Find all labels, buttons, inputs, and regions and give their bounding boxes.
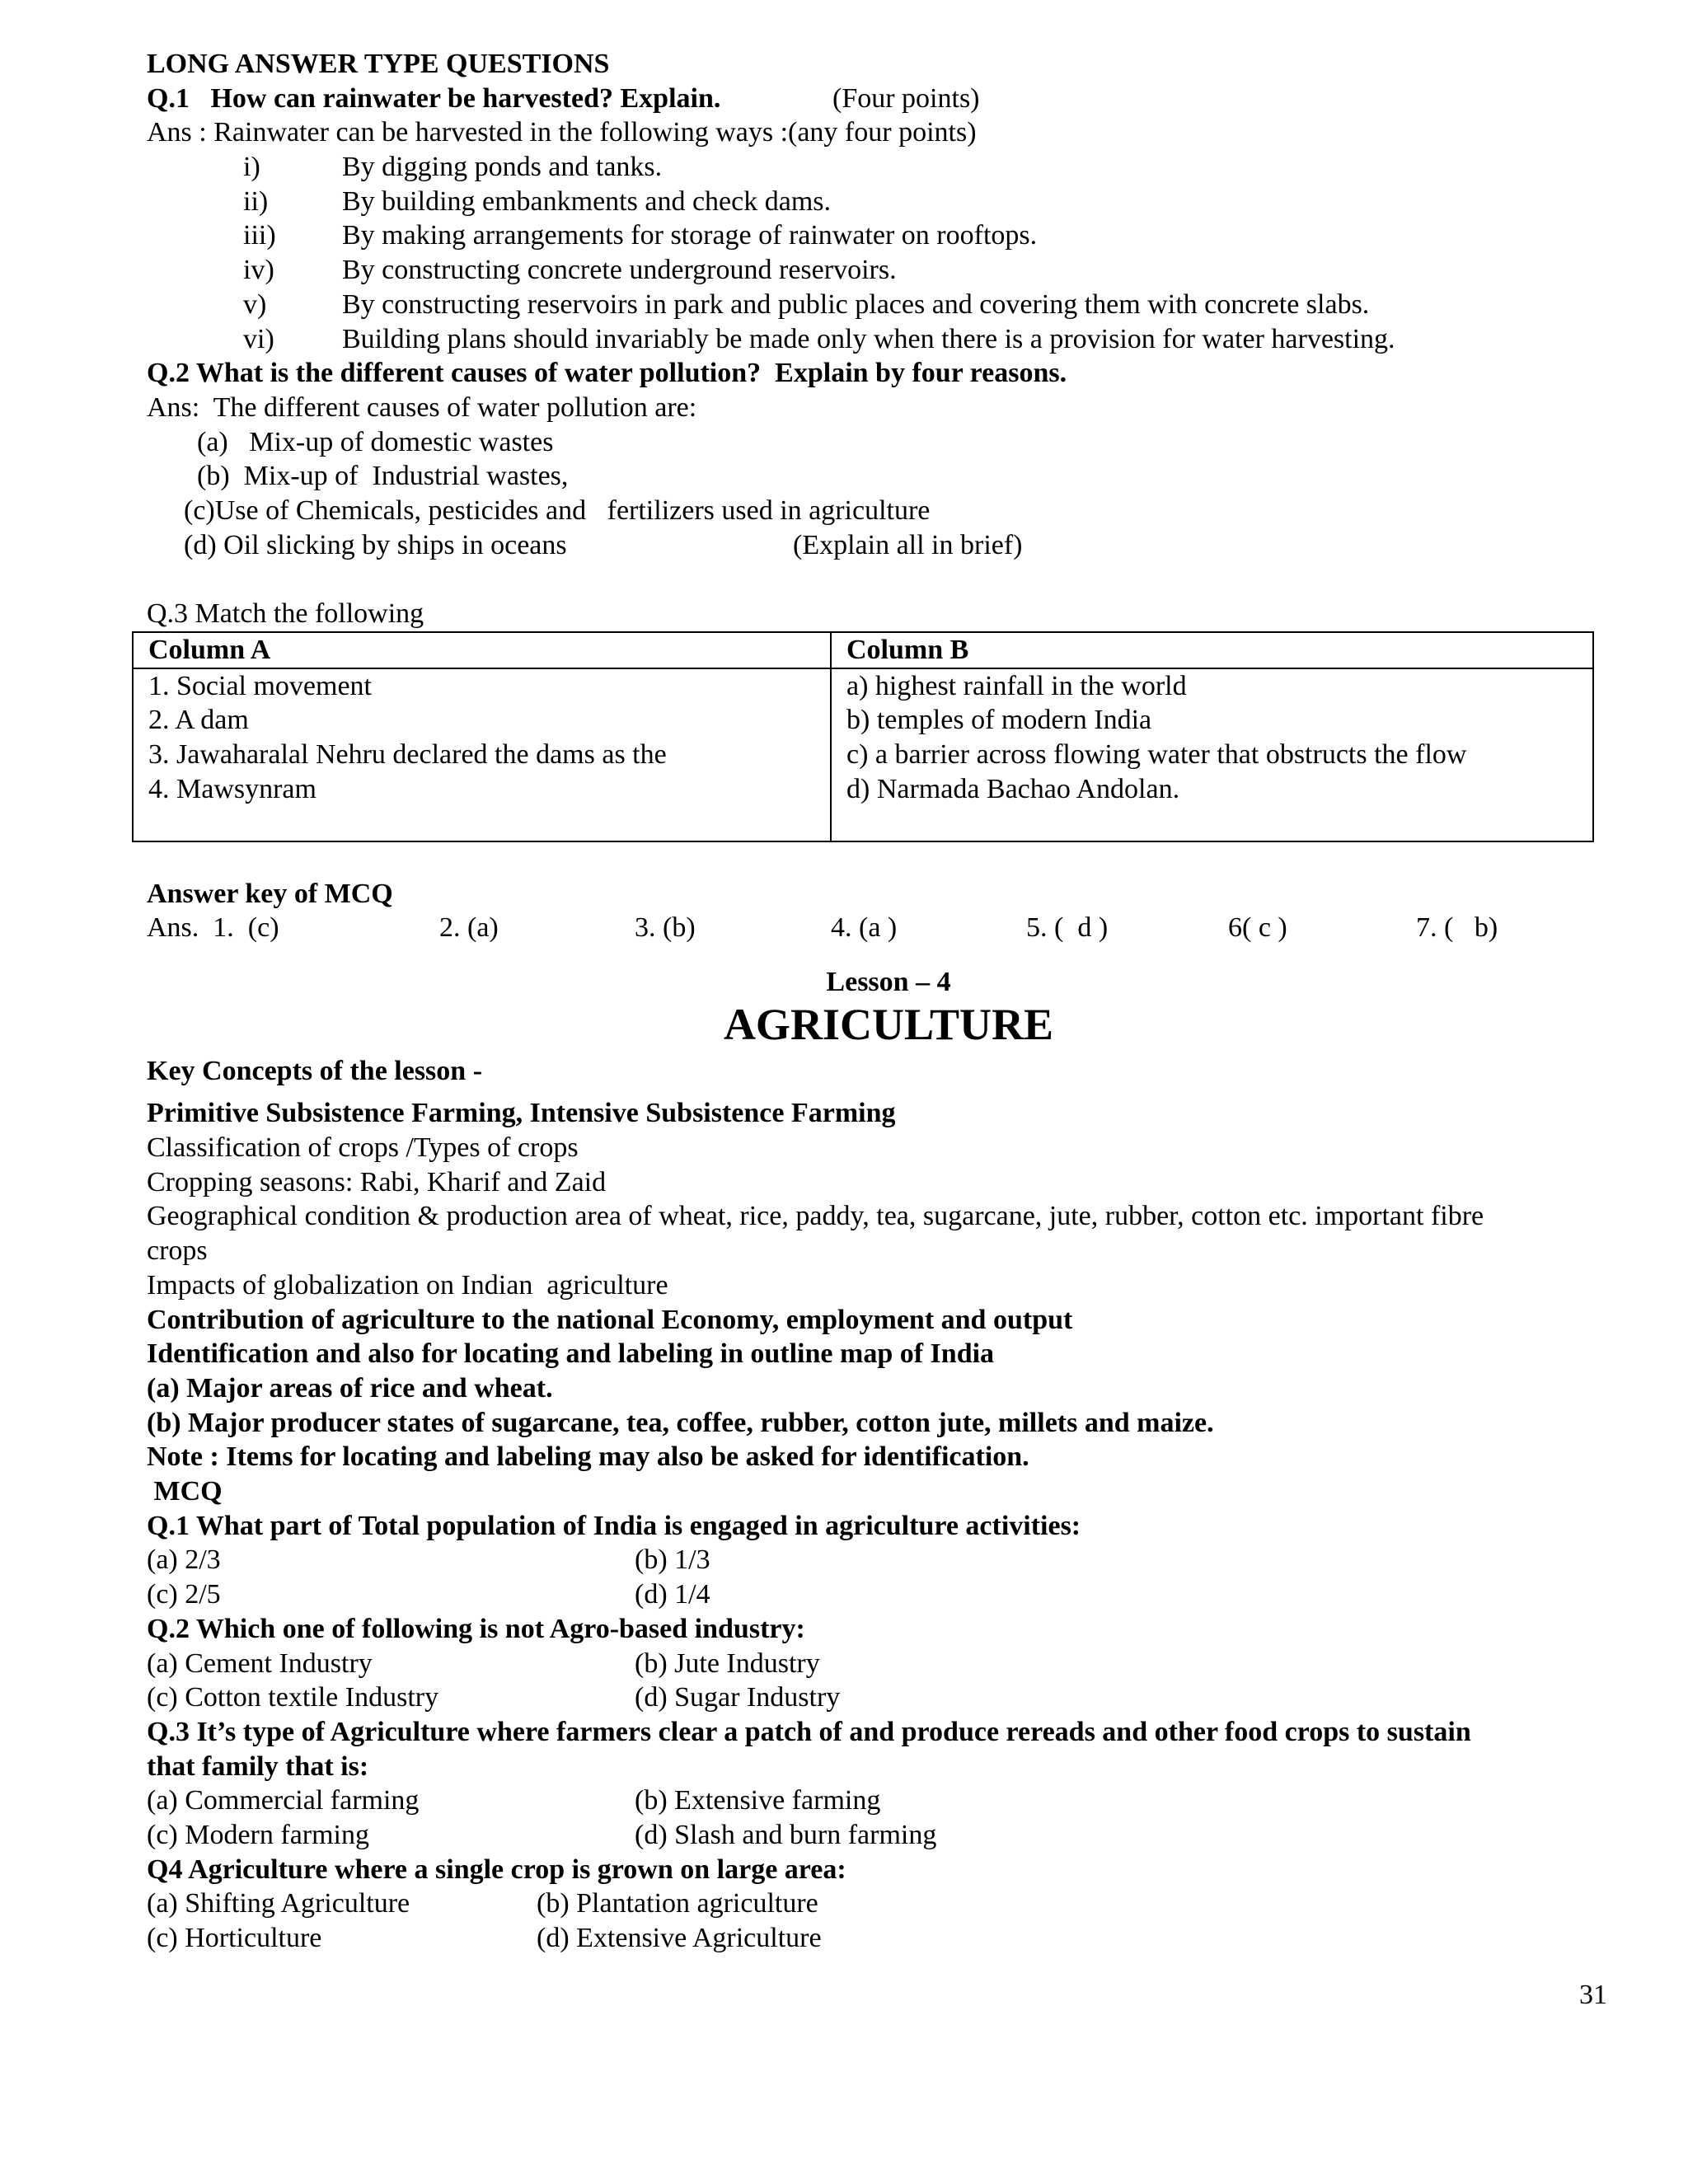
list-item — [147, 253, 1597, 288]
column-a-item: 3. Jawaharalal Nehru declared the dams as the — [148, 738, 667, 770]
answer-key-item: 3. (b) — [635, 912, 696, 944]
list-text: By building embankments and check dams. — [342, 185, 831, 217]
spacer — [147, 562, 1597, 597]
key-concept-line: Cropping seasons: Rabi, Kharif and Zaid — [147, 1166, 607, 1197]
mcq-option: (d) 1/4 — [635, 1579, 710, 1610]
key-concept-line: Primitive Subsistence Farming, Intensive Subsistence Farming — [147, 1098, 896, 1129]
page-number: 31 — [1579, 1980, 1607, 2010]
mcq-option-row — [147, 1818, 1597, 1853]
q1-question: Q.1 How can rainwater be harvested? Explain. — [147, 82, 721, 114]
table-header-row — [133, 632, 1593, 668]
mcq-option-row — [147, 1886, 1597, 1921]
key-concept-line: crops — [147, 1235, 208, 1267]
mcq-option: (a) Commercial farming — [147, 1785, 420, 1816]
column-b-item: b) temples of modern India — [846, 705, 1152, 736]
column-a-cell — [133, 668, 831, 841]
q1-marks: (Four points) — [832, 82, 980, 114]
column-b-cell — [831, 668, 1593, 841]
list-number: iii) — [243, 220, 276, 251]
column-a-item: 1. Social movement — [148, 670, 373, 701]
mcq-option-row — [147, 1577, 1597, 1612]
list-text: Building plans should invariably be made only when there is a provision for water harvesting. — [342, 323, 1395, 354]
q1-question-line — [147, 82, 1597, 116]
list-number: vi) — [243, 323, 274, 354]
mcq-option: (c) 2/5 — [147, 1579, 221, 1610]
list-number: ii) — [243, 185, 269, 217]
mcq-q3-question: Q.3 It’s type of Agriculture where farmers clear a patch of and produce rereads and other food crops to sustain — [147, 1716, 1471, 1747]
mcq-option: (c) Cotton textile Industry — [147, 1682, 439, 1713]
mcq-option: (d) Extensive Agriculture — [537, 1923, 822, 1954]
q2-answer-intro: Ans: The different causes of water pollution are: — [147, 391, 697, 423]
key-concept-line: Impacts of globalization on Indian agriculture — [147, 1269, 668, 1301]
mcq-option: (a) Shifting Agriculture — [147, 1888, 410, 1919]
q3-title: Q.3 Match the following — [147, 598, 424, 630]
section-heading: LONG ANSWER TYPE QUESTIONS — [147, 49, 610, 79]
q2-point-c: (c)Use of Chemicals, pesticides and fertilizers used in agriculture — [184, 495, 931, 527]
mcq-option-row — [147, 1543, 1597, 1577]
mcq-option: (b) Jute Industry — [635, 1647, 820, 1679]
list-text: By making arrangements for storage of rainwater on rooftops. — [342, 220, 1038, 251]
key-concept-line: (b) Major producer states of sugarcane, tea, coffee, rubber, cotton jute, millets and maize. — [147, 1407, 1214, 1438]
answer-key-item: 2. (a) — [439, 912, 499, 944]
mcq-option: (b) Extensive farming — [635, 1785, 881, 1816]
column-a-header: Column A — [133, 632, 831, 668]
q2-note: (Explain all in brief) — [793, 529, 1023, 560]
mcq-q3-question-cont: that family that is: — [147, 1750, 369, 1782]
answer-key-row — [147, 911, 1597, 945]
key-concept-line: (a) Major areas of rice and wheat. — [147, 1372, 553, 1404]
q2-point-d: (d) Oil slicking by ships in oceans — [184, 529, 567, 560]
mcq-q1-question: Q.1 What part of Total population of India is engaged in agriculture activities: — [147, 1510, 1081, 1541]
list-item — [147, 218, 1597, 253]
answer-key-item: 7. ( b) — [1416, 912, 1498, 944]
answer-key-item: 6( c ) — [1228, 912, 1287, 944]
key-concept-line: Identification and also for locating and labeling in outline map of India — [147, 1338, 995, 1370]
answer-key-title: Answer key of MCQ — [147, 878, 393, 909]
mcq-option-row — [147, 1921, 1597, 1956]
column-b-item: c) a barrier across flowing water that obstructs the flow — [846, 738, 1467, 770]
key-concept-line: Classification of crops /Types of crops — [147, 1132, 579, 1164]
list-number: iv) — [243, 255, 274, 286]
q2-point-a: (a) Mix-up of domestic wastes — [197, 426, 554, 457]
table-row — [133, 668, 1593, 841]
list-item — [147, 322, 1597, 357]
q2-point-d-line — [147, 528, 1597, 563]
list-text: By constructing reservoirs in park and public places and covering them with concrete slabs. — [342, 288, 1370, 320]
q1-answer-intro: Ans : Rainwater can be harvested in the following ways :(any four points) — [147, 117, 977, 148]
mcq-option: (a) Cement Industry — [147, 1647, 373, 1679]
mcq-option: (d) Sugar Industry — [635, 1682, 841, 1713]
spacer — [147, 945, 1597, 965]
lesson-title: AGRICULTURE — [723, 999, 1054, 1049]
column-b-item: a) highest rainfall in the world — [846, 670, 1187, 701]
mcq-option: (c) Modern farming — [147, 1820, 370, 1850]
key-concept-line: Contribution of agriculture to the national Economy, employment and output — [147, 1304, 1073, 1335]
mcq-option: (b) 1/3 — [635, 1544, 710, 1576]
column-b-item: d) Narmada Bachao Andolan. — [846, 773, 1180, 804]
list-text: By constructing concrete underground reservoirs. — [342, 255, 897, 286]
column-a-item: 4. Mawsynram — [148, 773, 316, 804]
mcq-option: (a) 2/3 — [147, 1544, 221, 1576]
key-concept-line: Geographical condition & production area of wheat, rice, paddy, tea, sugarcane, jute, rubber, cotton etc. important fibre — [147, 1201, 1484, 1232]
mcq-option-row — [147, 1783, 1597, 1818]
mcq-q2-question: Q.2 Which one of following is not Agro-based industry: — [147, 1613, 805, 1644]
document-page — [147, 47, 1597, 1956]
column-a-item: 2. A dam — [148, 705, 249, 736]
mcq-option-row — [147, 1647, 1597, 1681]
spacer — [147, 1088, 1597, 1096]
mcq-q4-question: Q4 Agriculture where a single crop is grown on large area: — [147, 1854, 846, 1885]
list-item — [147, 185, 1597, 219]
mcq-option: (c) Horticulture — [147, 1923, 322, 1954]
key-concept-line: Note : Items for locating and labeling may also be asked for identification. — [147, 1441, 1029, 1473]
mcq-option: (d) Slash and burn farming — [635, 1820, 937, 1850]
match-table — [132, 631, 1594, 842]
q2-question: Q.2 What is the different causes of water pollution? Explain by four reasons. — [147, 358, 1067, 389]
mcq-option: (b) Plantation agriculture — [537, 1888, 818, 1919]
answer-key-item: Ans. 1. (c) — [147, 912, 279, 944]
list-number: i) — [243, 152, 260, 183]
answer-key-item: 4. (a ) — [831, 912, 898, 944]
spacer — [147, 842, 1597, 877]
mcq-title: MCQ — [147, 1476, 223, 1507]
list-number: v) — [243, 288, 267, 320]
answer-key-item: 5. ( d ) — [1026, 912, 1109, 944]
list-item — [147, 288, 1597, 322]
mcq-option-row — [147, 1680, 1597, 1715]
list-text: By digging ponds and tanks. — [342, 152, 663, 183]
list-item — [147, 150, 1597, 185]
q2-point-b: (b) Mix-up of Industrial wastes, — [197, 461, 569, 492]
column-b-header: Column B — [831, 632, 1593, 668]
key-concepts-title: Key Concepts of the lesson - — [147, 1055, 483, 1086]
lesson-number: Lesson – 4 — [826, 966, 951, 997]
